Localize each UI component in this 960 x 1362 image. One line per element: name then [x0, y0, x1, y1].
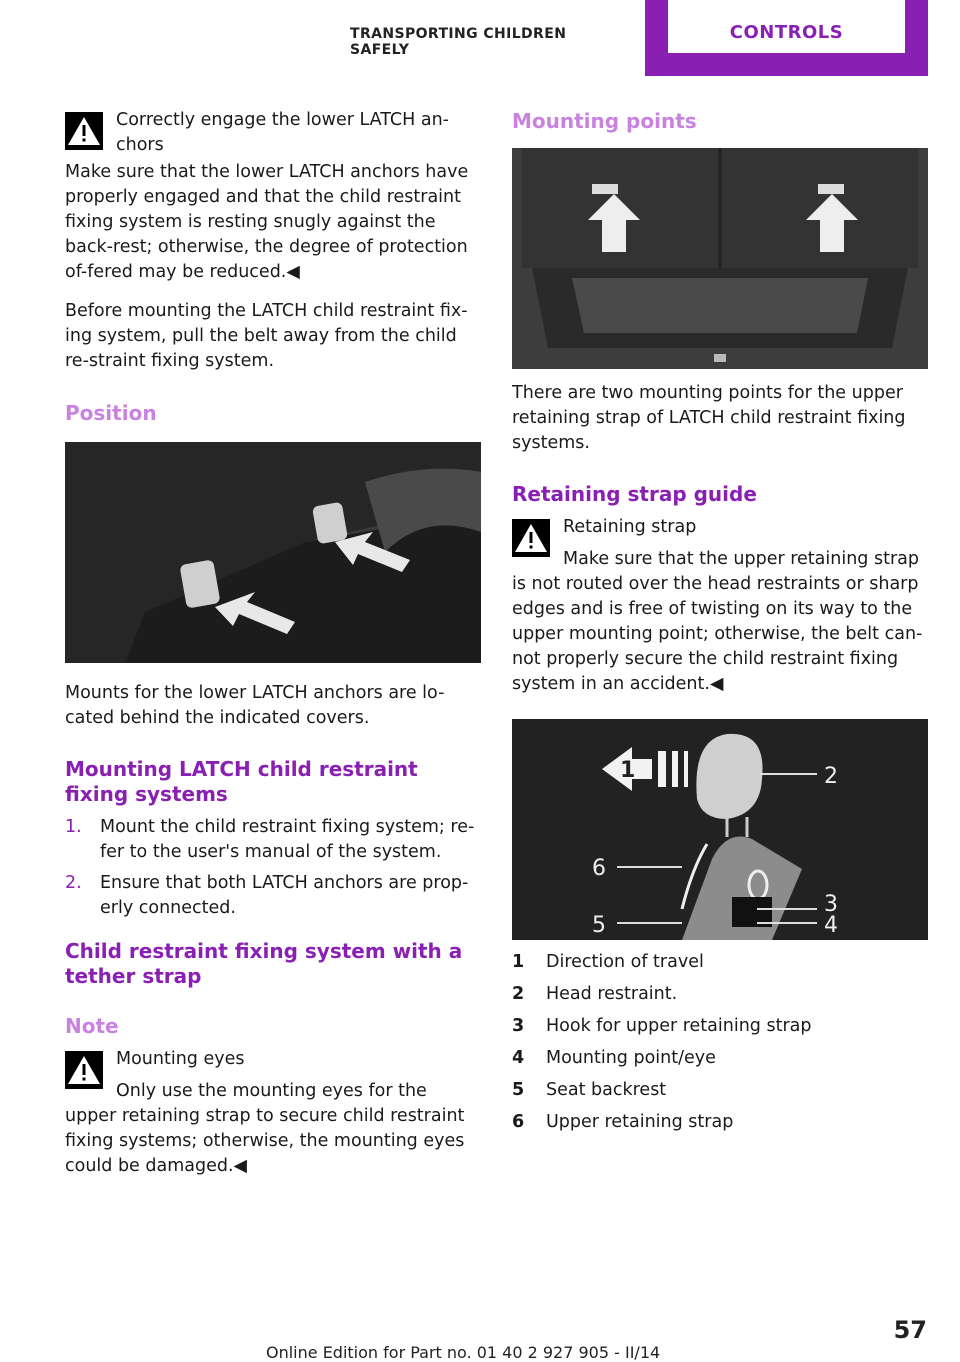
warning-latch-engage	[65, 108, 481, 160]
list-item: 2. Ensure that both LATCH anchors are prop-erly connected.	[65, 873, 469, 918]
warning-title: Correctly engage the lower LATCH an-chors	[116, 110, 449, 155]
diagram-label: 5	[592, 913, 606, 938]
warning-body: Only use the mounting eyes for the upper retaining strap to secure child restraint fixing systems; otherwise, the mounting eyes could be damaged.◀	[65, 1081, 465, 1176]
heading-mounting-points: Mounting points	[512, 109, 697, 133]
mounting-steps-list	[65, 815, 481, 921]
footer-edition: Online Edition for Part no. 01 40 2 927 905 - II/14	[266, 1343, 661, 1362]
diagram-label: 4	[824, 913, 838, 938]
heading-position: Position	[65, 401, 157, 425]
warning-body: Make sure that the lower LATCH anchors have properly engaged and that the child restraint fixing system is resting snugly against the back-rest; otherwise, the degree of protection of-fered may be reduced.◀	[65, 162, 469, 282]
caption-mounting-points: There are two mounting points for the upper retaining strap of LATCH child restraint fixing systems.	[512, 383, 906, 453]
diagram-label: 3	[824, 892, 838, 917]
caption-position: Mounts for the lower LATCH anchors are lo-cated behind the indicated covers.	[65, 683, 445, 728]
heading-note: Note	[65, 1014, 119, 1038]
warning-triangle-icon	[65, 1051, 103, 1089]
diagram-label: 2	[824, 764, 838, 789]
warning-triangle-icon	[65, 112, 103, 150]
warning-body: Make sure that the upper retaining strap is not routed over the head restraints or sharp edges and is free of twisting on its way to the upper mounting point; otherwise, the belt can-not properly secure the child restraint fixing system in an accident.◀	[512, 549, 923, 694]
header-tab-bar	[645, 0, 928, 76]
list-item: 2 Head restraint.	[512, 984, 678, 1004]
list-item: 1. Mount the child restraint fixing system; re-fer to the user's manual of the system.	[65, 817, 475, 862]
list-item: 6 Upper retaining strap	[512, 1112, 734, 1132]
photo-upper-mounting-points	[512, 148, 928, 369]
list-item: 5 Seat backrest	[512, 1080, 667, 1100]
warning-triangle-icon	[512, 519, 550, 557]
header-tab-controls: CONTROLS	[668, 0, 905, 53]
heading-strap-guide: Retaining strap guide	[512, 482, 757, 506]
warning-retaining-strap	[512, 515, 928, 697]
diagram-label: 6	[592, 856, 606, 881]
heading-mounting-latch: Mounting LATCH child restraint fixing systems	[65, 757, 418, 806]
right-column	[512, 108, 928, 1142]
heading-tether-strap: Child restraint fixing system with a tether strap	[65, 939, 463, 988]
list-item: 1 Direction of travel	[512, 952, 704, 972]
diagram-label: 1	[620, 758, 636, 783]
list-item: 4 Mounting point/eye	[512, 1048, 716, 1068]
left-column	[65, 108, 481, 1179]
diagram-legend	[512, 950, 928, 1135]
diagram-strap-guide	[512, 719, 928, 940]
warning-title: Mounting eyes	[116, 1049, 245, 1069]
warning-mounting-eyes	[65, 1047, 481, 1179]
running-header-section: TRANSPORTING CHILDREN SAFELY	[350, 26, 567, 58]
paragraph-pull-belt: Before mounting the LATCH child restraint fix-ing system, pull the belt away from the child re-straint fixing system.	[65, 301, 468, 371]
warning-title: Retaining strap	[563, 517, 697, 537]
photo-lower-latch-covers	[65, 442, 481, 663]
page-number: 57	[893, 1316, 927, 1344]
list-item: 3 Hook for upper retaining strap	[512, 1016, 812, 1036]
